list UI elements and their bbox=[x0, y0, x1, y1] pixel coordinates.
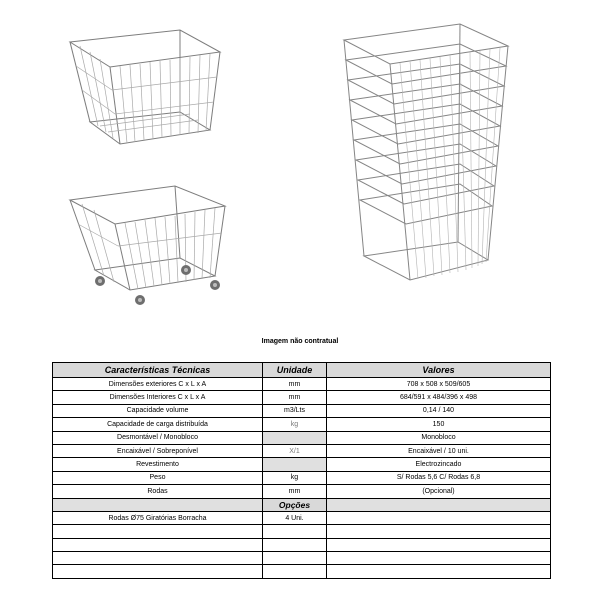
spec-value: S/ Rodas 5,6 C/ Rodas 6,8 bbox=[327, 471, 551, 484]
option-row bbox=[53, 511, 551, 524]
option-row bbox=[53, 565, 551, 578]
spec-unit bbox=[263, 458, 327, 471]
option-value bbox=[327, 511, 551, 524]
spec-value: 150 bbox=[327, 418, 551, 431]
option-row bbox=[53, 525, 551, 538]
wire-basket-with-wheels-photo bbox=[60, 178, 235, 313]
table-row bbox=[53, 444, 551, 457]
spec-value: 684/591 x 484/396 x 498 bbox=[327, 391, 551, 404]
spec-unit: kg bbox=[263, 471, 327, 484]
spec-value: Monobloco bbox=[327, 431, 551, 444]
spec-name: Revestimento bbox=[53, 458, 263, 471]
options-header-row bbox=[53, 498, 551, 511]
image-disclaimer: Imagem não contratual bbox=[261, 338, 339, 345]
table-header-row bbox=[53, 363, 551, 378]
option-row bbox=[53, 552, 551, 565]
option-row bbox=[53, 538, 551, 551]
technical-specs-table bbox=[52, 362, 551, 579]
wire-basket-photo bbox=[60, 22, 230, 152]
option-name bbox=[53, 525, 263, 538]
option-name bbox=[53, 538, 263, 551]
spec-value: 0,14 / 140 bbox=[327, 404, 551, 417]
spec-name: Rodas bbox=[53, 485, 263, 498]
table-row bbox=[53, 391, 551, 404]
stacked-baskets-photo bbox=[330, 16, 530, 316]
spec-value: 708 x 508 x 509/605 bbox=[327, 378, 551, 391]
option-name bbox=[53, 565, 263, 578]
option-qty bbox=[263, 565, 327, 578]
spec-name: Capacidade de carga distribuída bbox=[53, 418, 263, 431]
option-qty: 4 Uni. bbox=[263, 511, 327, 524]
option-qty bbox=[263, 525, 327, 538]
header-unit: Unidade bbox=[263, 363, 327, 378]
table-row bbox=[53, 485, 551, 498]
table-row bbox=[53, 404, 551, 417]
spec-value: Electrozincado bbox=[327, 458, 551, 471]
spec-unit: mm bbox=[263, 485, 327, 498]
spec-name: Capacidade volume bbox=[53, 404, 263, 417]
table-row bbox=[53, 431, 551, 444]
table-row bbox=[53, 378, 551, 391]
option-value bbox=[327, 552, 551, 565]
spec-name: Peso bbox=[53, 471, 263, 484]
table-row bbox=[53, 458, 551, 471]
spec-name: Desmontável / Monobloco bbox=[53, 431, 263, 444]
option-value bbox=[327, 525, 551, 538]
spec-unit: m3/Lts bbox=[263, 404, 327, 417]
option-value bbox=[327, 538, 551, 551]
options-header-spacer bbox=[327, 498, 551, 511]
option-value bbox=[327, 565, 551, 578]
spec-unit: mm bbox=[263, 378, 327, 391]
spec-value: Encaixável / 10 uni. bbox=[327, 444, 551, 457]
option-qty bbox=[263, 552, 327, 565]
header-characteristics: Características Técnicas bbox=[53, 363, 263, 378]
spec-unit: X/1 bbox=[263, 444, 327, 457]
option-qty bbox=[263, 538, 327, 551]
table-row bbox=[53, 418, 551, 431]
options-header: Opções bbox=[263, 498, 327, 511]
spec-unit: mm bbox=[263, 391, 327, 404]
spec-name: Encaixável / Sobreponível bbox=[53, 444, 263, 457]
option-name bbox=[53, 552, 263, 565]
option-name: Rodas Ø75 Giratórias Borracha bbox=[53, 511, 263, 524]
spec-value: (Opcional) bbox=[327, 485, 551, 498]
spec-unit: kg bbox=[263, 418, 327, 431]
header-values: Valores bbox=[327, 363, 551, 378]
options-header-spacer bbox=[53, 498, 263, 511]
spec-unit bbox=[263, 431, 327, 444]
spec-name: Dimensões exteriores C x L x A bbox=[53, 378, 263, 391]
table-row bbox=[53, 471, 551, 484]
spec-name: Dimensões Interiores C x L x A bbox=[53, 391, 263, 404]
